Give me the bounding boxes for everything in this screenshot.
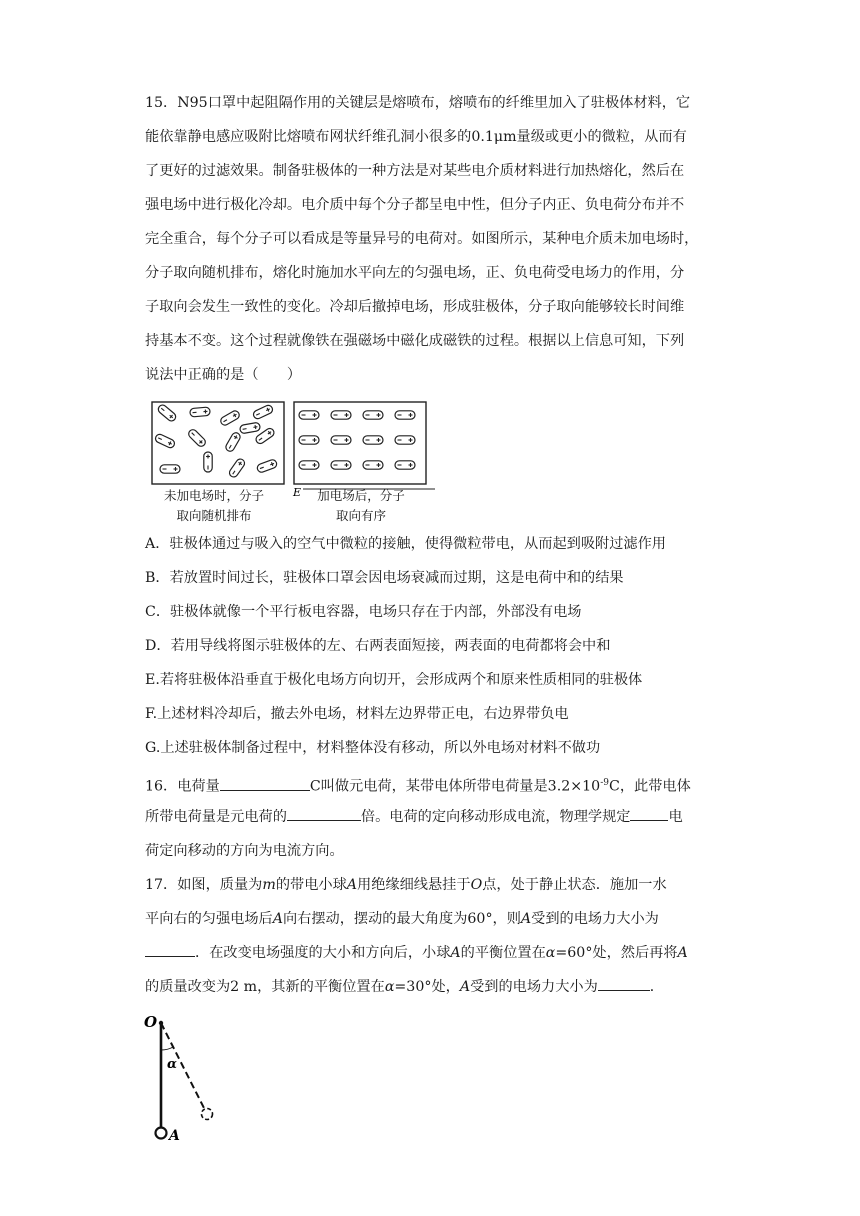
dipole-molecule bbox=[299, 436, 319, 444]
left-figure-caption bbox=[160, 486, 268, 526]
right-figure-caption bbox=[306, 486, 416, 526]
pendulum-figure bbox=[140, 1010, 240, 1145]
question-17 bbox=[145, 868, 725, 1004]
option-c: C．驻极体就像一个平行板电容器，电场只存在于内部，外部没有电场 bbox=[145, 604, 582, 620]
question-16 bbox=[145, 766, 725, 868]
dipole-molecule bbox=[395, 461, 415, 469]
dipole-molecule bbox=[190, 407, 211, 417]
q15-line: 15．N95口罩中起阻隔作用的关键层是熔喷布，熔喷布的纤维里加入了驻极体材料，它 bbox=[145, 95, 691, 111]
q17-line-4: 的质量改变为2 m，其新的平衡位置在α=30°处，A受到的电场力大小为 ． bbox=[145, 970, 725, 1004]
dipole-molecule bbox=[363, 436, 383, 444]
q17-line-2: 平向右的匀强电场后A向右摆动，摆动的最大角度为60°，则A受到的电场力大小为 bbox=[145, 911, 659, 927]
dipole-molecule bbox=[331, 436, 351, 444]
option-a: A．驻极体通过与吸入的空气中微粒的接触，使得微粒带电，从而起到吸附过滤作用 bbox=[145, 536, 666, 552]
q17-line-1: 17．如图，质量为m的带电小球A用绝缘细线悬挂于O点，处于静止状态．施加一水 bbox=[145, 877, 667, 893]
option-b: B．若放置时间过长，驻极体口罩会因电场衰减而过期，这是电荷中和的结果 bbox=[145, 570, 624, 586]
dielectric-figure bbox=[145, 398, 435, 500]
right-caption-line-1: 加电场后，分子 bbox=[317, 488, 405, 503]
option-g: G.上述驻极体制备过程中，材料整体没有移动，所以外电场对材料不做功 bbox=[145, 740, 601, 756]
q15-line: 持基本不变。这个过程就像铁在强磁场中磁化成磁铁的过程。根据以上信息可知，下列 bbox=[145, 333, 685, 349]
q15-line: 能依靠静电感应吸附比熔喷布网状纤维孔洞小很多的0.1μm量级或更小的微粒，从而有 bbox=[145, 129, 687, 145]
dipole-molecule bbox=[299, 411, 319, 419]
ball-label: A bbox=[169, 1128, 180, 1144]
dipole-molecule bbox=[395, 436, 415, 444]
dipole-molecule bbox=[395, 411, 415, 419]
dipole-molecule bbox=[363, 411, 383, 419]
option-e: E.若将驻极体沿垂直于极化电场方向切开，会形成两个和原来性质相同的驻极体 bbox=[145, 672, 643, 688]
q17-line-3: ．在改变电场强度的大小和方向后，小球A的平衡位置在α=60°处，然后再将A bbox=[145, 936, 725, 970]
dipole-molecule bbox=[331, 461, 351, 469]
dipole-molecule bbox=[331, 411, 351, 419]
q16-line-3: 荷定向移动的方向为电流方向。 bbox=[145, 843, 344, 859]
angle-arc bbox=[161, 1047, 173, 1050]
q15-line: 完全重合，每个分子可以看成是等量异号的电荷对。如图所示，某种电介质未加电场时， bbox=[145, 231, 699, 247]
left-caption-line-1: 未加电场时，分子 bbox=[163, 488, 264, 503]
q15-line: 了更好的过滤效果。制备驻极体的一种方法是对某些电介质材料进行加热熔化，然后在 bbox=[145, 163, 685, 179]
pivot-label: O bbox=[144, 1013, 158, 1031]
q16-line-1: 16．电荷量 C叫做元电荷，某带电体所带电荷量是$3.2\times 10^{-9}C$，此带电体 bbox=[145, 766, 725, 800]
question-15-stem bbox=[145, 86, 725, 392]
answer-blank bbox=[287, 806, 361, 821]
answer-blank bbox=[598, 976, 650, 991]
option-f: F.上述材料冷却后，撤去外电场，材料左边界带正电，右边界带负电 bbox=[145, 706, 569, 722]
dipole-molecule bbox=[363, 461, 383, 469]
option-d: D．若用导线将图示驻极体的左、右两表面短接，两表面的电荷都将会中和 bbox=[145, 638, 611, 654]
angle-label: α bbox=[167, 1057, 178, 1072]
q15-line: 分子取向随机排布，熔化时施加水平向左的匀强电场，正、负电荷受电场力的作用，分 bbox=[145, 265, 685, 281]
right-caption-line-2: 取向有序 bbox=[335, 508, 386, 523]
answer-blank bbox=[145, 942, 195, 957]
dipole-molecule bbox=[204, 452, 212, 472]
dipole-molecule bbox=[299, 461, 319, 469]
q15-line: 强电场中进行极化冷却。电介质中每个分子都呈电中性，但分子内正、负电荷分布并不 bbox=[145, 197, 685, 213]
answer-blank bbox=[220, 776, 310, 791]
ball bbox=[156, 1128, 167, 1139]
dipole-molecule bbox=[160, 465, 180, 473]
left-caption-line-2: 取向随机排布 bbox=[176, 508, 252, 523]
q16-line-2: 所带电荷量是元电荷的 倍。电荷的定向移动形成电流，物理学规定 电 bbox=[145, 800, 725, 834]
q15-line: 说法中正确的是（ ） bbox=[145, 367, 302, 383]
deflected-ball bbox=[202, 1109, 213, 1120]
q15-line: 子取向会发生一致性的变化。冷却后撤掉电场，形成驻极体，分子取向能够较长时间维 bbox=[145, 299, 685, 315]
answer-blank bbox=[630, 806, 668, 821]
field-label: E bbox=[293, 486, 302, 499]
